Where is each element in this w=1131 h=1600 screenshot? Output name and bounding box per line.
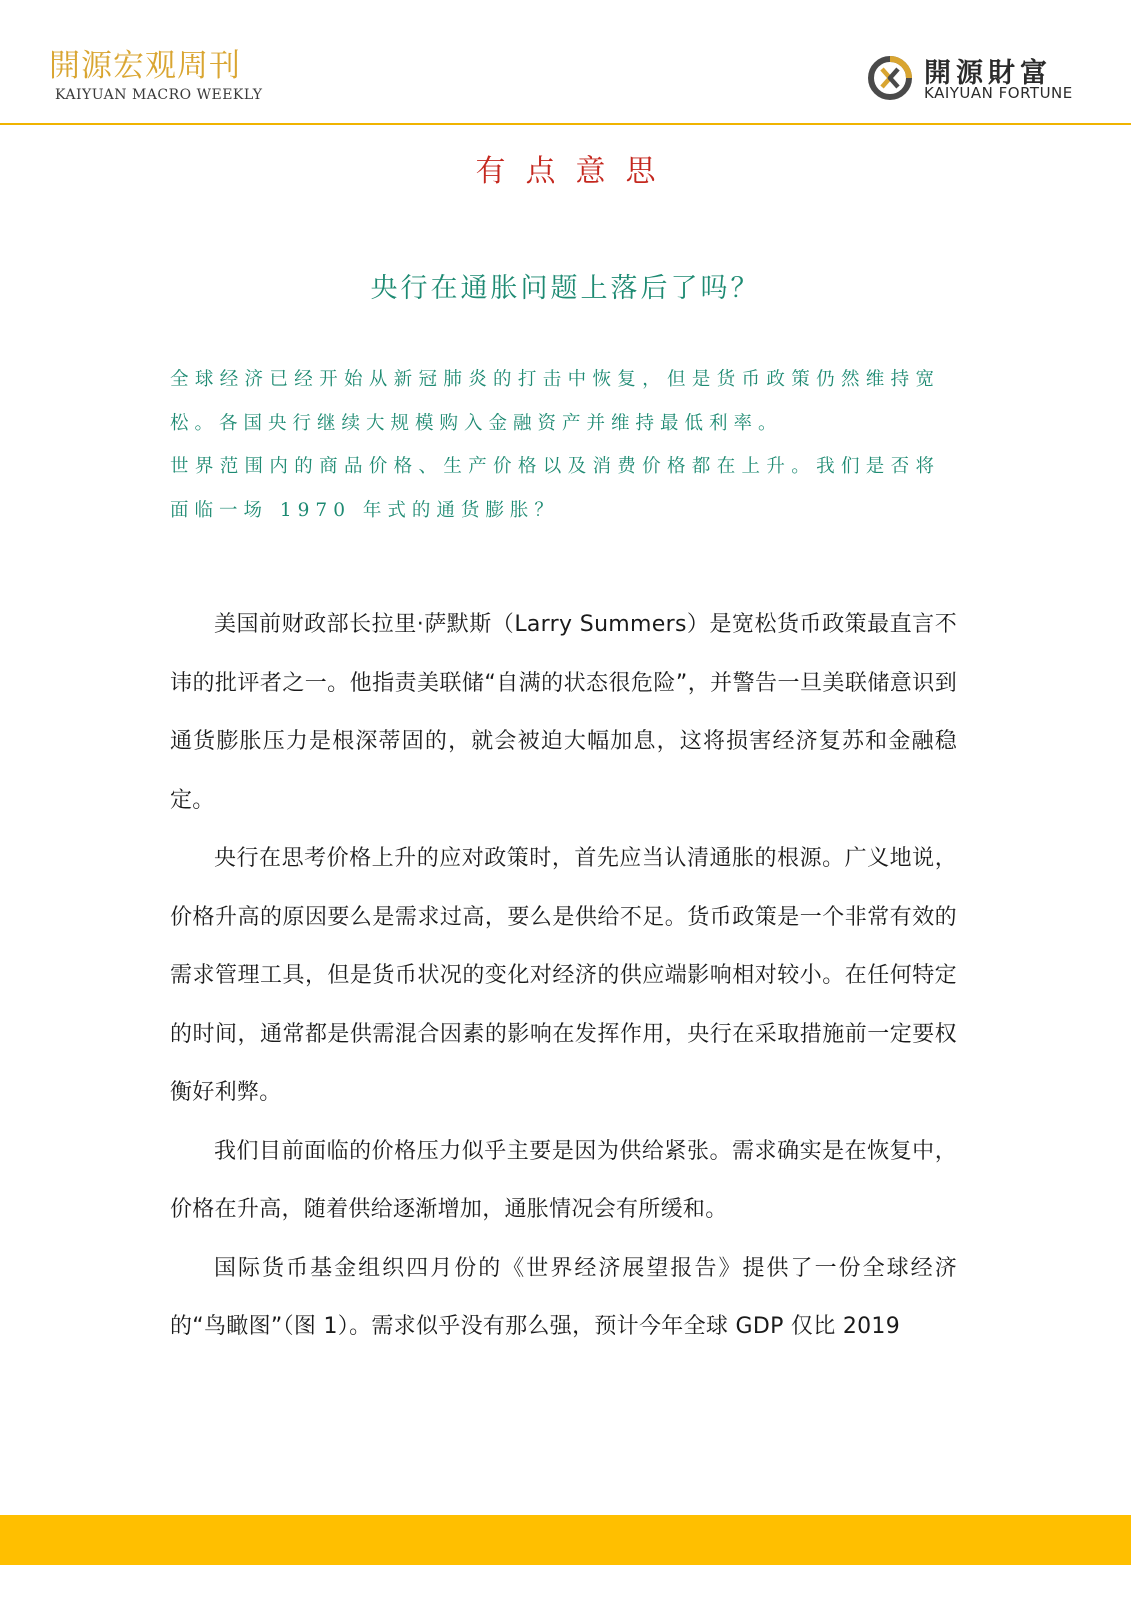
abstract-paragraph: 世界范围内的商品价格、生产价格以及消费价格都在上升。我们是否将面临一场 1970 年式的通货膨胀？ — [170, 456, 940, 521]
logo-wordmark-cn: 開源財富 — [924, 58, 1052, 89]
abstract-paragraph: 全球经济已经开始从新冠肺炎的打击中恢复，但是货币政策仍然维持宽松。各国央行继续大规模购入金融资产并维持最低利率。 — [170, 369, 940, 434]
logo-wordmark-en: KAIYUAN FORTUNE — [924, 84, 1073, 102]
brand-title-en: KAIYUAN MACRO WEEKLY — [55, 87, 263, 103]
brand-title-cn: 開源宏观周刊 — [49, 48, 241, 84]
article-title: 央行在通胀问题上落后了吗？ — [370, 273, 761, 304]
kaiyuan-logo-icon — [866, 54, 914, 102]
footer-bar — [0, 1515, 1131, 1565]
section-title: 有点意思 — [475, 154, 676, 189]
page-header — [0, 0, 1131, 124]
body-paragraph: 央行在思考价格上升的应对政策时，首先应当认清通胀的根源。广义地说，价格升高的原因要么是需求过高，要么是供给不足。货币政策是一个非常有效的需求管理工具，但是货币状况的变化对经济的供应端影响相对较小。在任何特定的时间，通常都是供需混合因素的影响在发挥作用，央行在采取措施前一定要权衡好利弊。 — [170, 846, 957, 1105]
article-abstract — [170, 358, 940, 532]
header-divider — [0, 123, 1131, 125]
article-body — [170, 596, 957, 1357]
body-paragraph: 美国前财政部长拉里·萨默斯（Larry Summers）是宽松货币政策最直言不讳的批评者之一。他指责美联储“自满的状态很危险”，并警告一旦美联储意识到通货膨胀压力是根深蒂固的，就会被迫大幅加息，这将损害经济复苏和金融稳定。 — [170, 612, 957, 813]
body-paragraph: 我们目前面临的价格压力似乎主要是因为供给紧张。需求确实是在恢复中，价格在升高，随着供给逐渐增加，通胀情况会有所缓和。 — [170, 1138, 957, 1222]
body-paragraph: 国际货币基金组织四月份的《世界经济展望报告》提供了一份全球经济的“鸟瞰图”（图 1）。需求似乎没有那么强，预计今年全球 GDP 仅比 2019 — [170, 1255, 957, 1339]
